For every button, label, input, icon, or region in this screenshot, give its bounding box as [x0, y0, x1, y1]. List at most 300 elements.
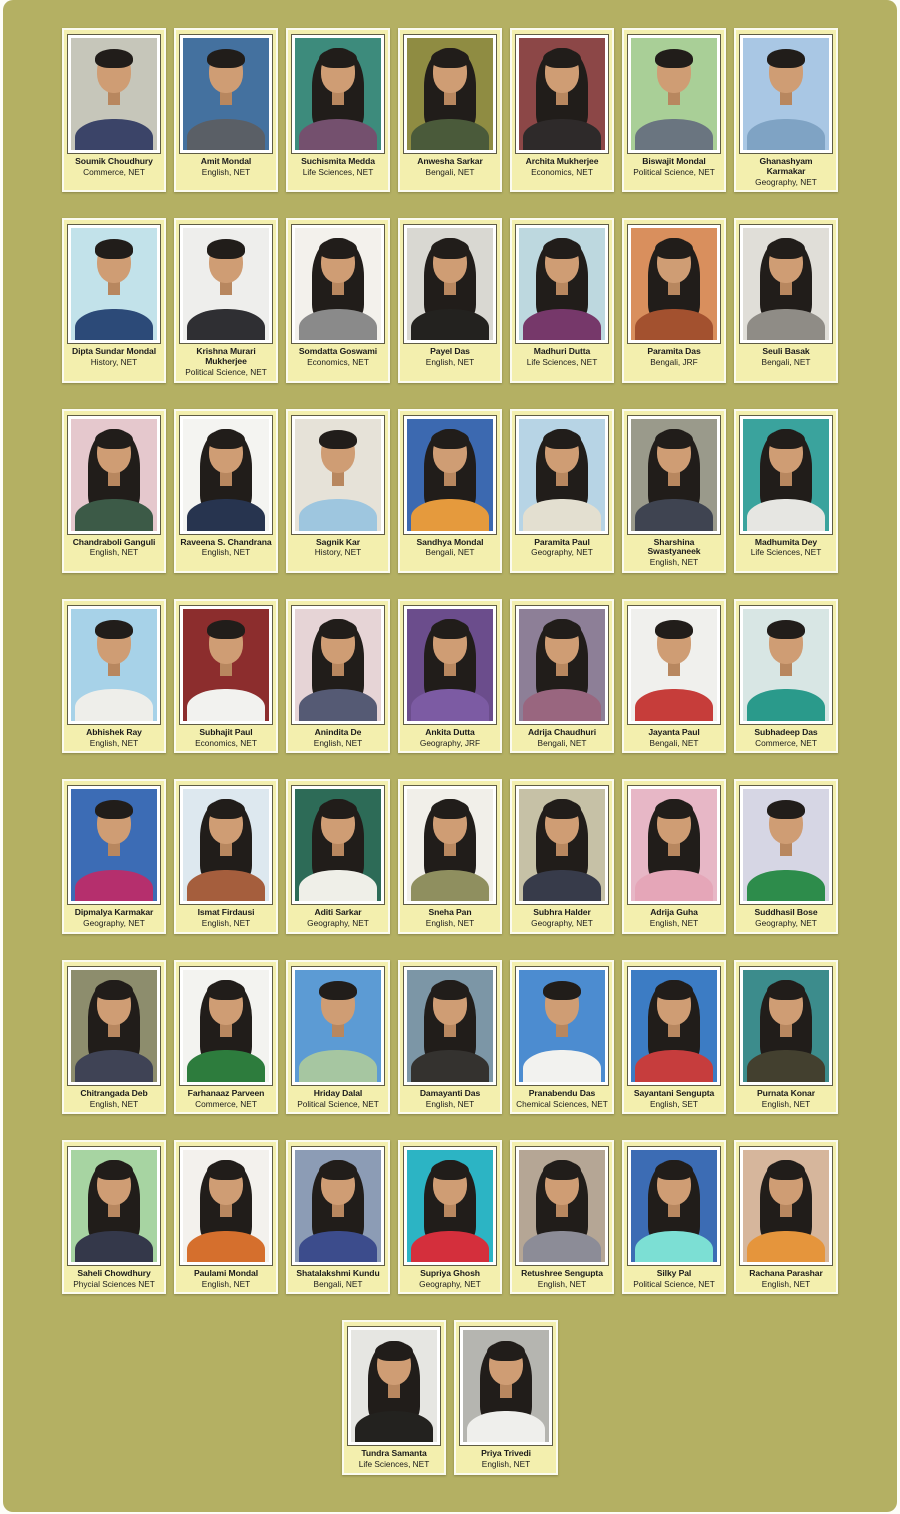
student-caption	[67, 347, 161, 367]
student-card	[174, 960, 278, 1114]
student-subject: English, NET	[425, 918, 475, 929]
student-name: Somdatta Goswami	[298, 346, 378, 357]
student-photo	[631, 609, 717, 721]
hair-top-shape	[431, 1161, 469, 1180]
photo-frame	[291, 605, 385, 725]
student-card	[62, 218, 166, 382]
person-silhouette	[71, 228, 157, 340]
student-name: Jayanta Paul	[648, 726, 700, 737]
photo-frame	[627, 605, 721, 725]
student-card	[174, 218, 278, 382]
photo-frame	[627, 785, 721, 905]
student-name: Suddhasil Bose	[754, 907, 818, 918]
person-silhouette	[631, 1150, 717, 1262]
student-photo	[71, 419, 157, 531]
person-silhouette	[519, 970, 605, 1082]
person-silhouette	[743, 38, 829, 150]
person-silhouette	[743, 1150, 829, 1262]
student-name: Sayantani Sengupta	[633, 1087, 715, 1098]
student-card	[62, 960, 166, 1114]
student-subject: English, NET	[201, 547, 251, 558]
person-shoulders	[635, 309, 712, 340]
person-silhouette	[71, 38, 157, 150]
student-name: Supriya Ghosh	[420, 1268, 480, 1279]
student-caption	[627, 1089, 721, 1109]
student-photo	[183, 228, 269, 340]
student-card	[398, 1140, 502, 1294]
person-shoulders	[299, 119, 376, 150]
student-photo	[743, 419, 829, 531]
student-caption	[515, 908, 609, 928]
student-subject: Political Science, NET	[185, 367, 267, 378]
photo-frame	[403, 1146, 497, 1266]
student-name: Chandraboli Ganguli	[72, 536, 156, 547]
student-photo	[407, 789, 493, 901]
student-photo	[295, 419, 381, 531]
student-caption	[179, 908, 273, 928]
student-subject: Bengali, NET	[313, 1278, 363, 1289]
hair-top-shape	[655, 800, 693, 819]
student-photo	[407, 228, 493, 340]
student-photo	[519, 1150, 605, 1262]
student-caption	[515, 538, 609, 558]
person-shoulders	[523, 1231, 600, 1262]
student-name: Retushree Sengupta	[521, 1268, 603, 1279]
photo-frame	[179, 415, 273, 535]
student-subject: English, NET	[649, 557, 699, 568]
student-subject: History, NET	[314, 547, 362, 558]
person-silhouette	[183, 228, 269, 340]
person-silhouette	[183, 970, 269, 1082]
student-name: Ismat Firdausi	[197, 907, 255, 918]
student-card	[454, 1320, 558, 1474]
student-name: Sneha Pan	[428, 907, 472, 918]
student-subject: Geography, NET	[307, 918, 369, 929]
student-card	[734, 409, 838, 573]
student-caption	[67, 728, 161, 748]
student-card	[62, 1140, 166, 1294]
person-shoulders	[411, 689, 488, 720]
student-card	[62, 28, 166, 192]
person-silhouette	[519, 228, 605, 340]
photo-frame	[67, 224, 161, 344]
person-silhouette	[743, 419, 829, 531]
person-silhouette	[519, 419, 605, 531]
student-caption	[739, 157, 833, 187]
person-silhouette	[183, 419, 269, 531]
student-name: Madhumita Dey	[754, 536, 818, 547]
student-caption	[403, 908, 497, 928]
student-subject: English, NET	[649, 918, 699, 929]
student-subject: History, NET	[90, 357, 138, 368]
student-caption	[291, 1089, 385, 1109]
student-caption	[403, 157, 497, 177]
photo-frame	[179, 34, 273, 154]
photo-frame	[291, 1146, 385, 1266]
person-shoulders	[299, 1050, 376, 1081]
hair-top-shape	[95, 239, 133, 258]
student-photo	[351, 1330, 437, 1442]
student-subject: Economics, NET	[531, 166, 593, 177]
student-subject: Commerce, NET	[83, 166, 145, 177]
student-caption	[291, 728, 385, 748]
person-silhouette	[743, 970, 829, 1082]
student-subject: Geography, NET	[83, 918, 145, 929]
student-photo	[631, 38, 717, 150]
student-name: Priya Trivedi	[481, 1448, 531, 1459]
person-shoulders	[75, 499, 152, 530]
photo-frame	[291, 785, 385, 905]
student-caption	[627, 1269, 721, 1289]
student-name: Hriday Dalal	[313, 1087, 363, 1098]
student-photo	[407, 419, 493, 531]
student-photo	[183, 789, 269, 901]
person-shoulders	[747, 119, 824, 150]
student-card	[286, 409, 390, 573]
student-card	[622, 960, 726, 1114]
student-photo	[407, 38, 493, 150]
student-caption	[67, 908, 161, 928]
student-subject: Commerce, NET	[195, 1098, 257, 1109]
student-card	[510, 1140, 614, 1294]
hair-top-shape	[431, 620, 469, 639]
student-caption	[515, 1269, 609, 1289]
hair-top-shape	[767, 430, 805, 449]
student-photo	[183, 419, 269, 531]
hair-top-shape	[767, 620, 805, 639]
student-card	[398, 28, 502, 192]
student-caption	[291, 908, 385, 928]
student-name: Biswajit Mondal	[642, 156, 706, 166]
student-subject: Economics, NET	[195, 737, 257, 748]
hair-top-shape	[767, 1161, 805, 1180]
student-photo	[71, 789, 157, 901]
person-silhouette	[351, 1330, 437, 1442]
person-shoulders	[635, 870, 712, 901]
hair-top-shape	[375, 1342, 413, 1361]
person-shoulders	[411, 1231, 488, 1262]
student-photo	[183, 970, 269, 1082]
person-shoulders	[523, 119, 600, 150]
student-subject: Geography, NET	[755, 918, 817, 929]
student-card	[510, 218, 614, 382]
student-name: Sandhya Mondal	[416, 536, 484, 547]
grid-row	[3, 779, 897, 933]
person-shoulders	[187, 1050, 264, 1081]
student-subject: English, NET	[313, 737, 363, 748]
person-shoulders	[75, 1231, 152, 1262]
student-name: Silky Pal	[656, 1268, 692, 1279]
student-subject: English, NET	[537, 1278, 587, 1289]
person-shoulders	[75, 309, 152, 340]
student-name: Madhuri Dutta	[533, 346, 591, 357]
student-caption	[403, 538, 497, 558]
photo-frame	[291, 224, 385, 344]
hair-top-shape	[655, 620, 693, 639]
person-shoulders	[523, 870, 600, 901]
hair-top-shape	[207, 800, 245, 819]
hair-top-shape	[207, 49, 245, 68]
student-name: Ghanashyam Karmakar	[759, 156, 813, 176]
person-shoulders	[747, 499, 824, 530]
student-subject: Geography, NET	[419, 1278, 481, 1289]
student-photo	[519, 228, 605, 340]
student-card	[286, 599, 390, 753]
student-caption	[403, 1089, 497, 1109]
student-name: Ankita Dutta	[425, 726, 475, 737]
photo-frame	[67, 785, 161, 905]
student-name: Seuli Basak	[762, 346, 810, 357]
person-shoulders	[523, 689, 600, 720]
person-shoulders	[411, 870, 488, 901]
student-subject: Bengali, NET	[537, 737, 587, 748]
student-name: Sagnik Kar	[316, 536, 360, 547]
photo-frame	[515, 605, 609, 725]
student-subject: Life Sciences, NET	[526, 357, 598, 368]
person-silhouette	[743, 789, 829, 901]
hair-top-shape	[487, 1342, 525, 1361]
hair-top-shape	[95, 1161, 133, 1180]
student-card	[286, 779, 390, 933]
student-subject: Bengali, NET	[425, 166, 475, 177]
grid-row	[3, 28, 897, 192]
student-subject: Political Science, NET	[633, 166, 715, 177]
student-card	[286, 28, 390, 192]
person-silhouette	[463, 1330, 549, 1442]
person-silhouette	[407, 228, 493, 340]
hair-top-shape	[543, 430, 581, 449]
grid-row	[3, 409, 897, 573]
photo-frame	[515, 785, 609, 905]
person-silhouette	[183, 789, 269, 901]
student-subject: Bengali, NET	[649, 737, 699, 748]
student-caption	[627, 908, 721, 928]
person-shoulders	[299, 870, 376, 901]
photo-frame	[403, 34, 497, 154]
student-photo	[743, 38, 829, 150]
hair-top-shape	[95, 620, 133, 639]
student-card	[622, 28, 726, 192]
student-photo	[631, 1150, 717, 1262]
person-silhouette	[519, 789, 605, 901]
hair-top-shape	[543, 49, 581, 68]
student-caption	[739, 728, 833, 748]
person-silhouette	[295, 228, 381, 340]
person-silhouette	[183, 609, 269, 721]
student-caption	[67, 538, 161, 558]
student-name: Sharshina Swastyaneek	[647, 536, 701, 557]
student-name: Dipmalya Karmakar	[74, 907, 154, 918]
student-caption	[403, 347, 497, 367]
student-photo	[71, 970, 157, 1082]
student-name: Chitrangada Deb	[80, 1087, 148, 1098]
student-name: Raveena S. Chandrana	[180, 536, 272, 547]
student-photo	[295, 609, 381, 721]
student-card	[622, 779, 726, 933]
person-shoulders	[747, 1050, 824, 1081]
person-silhouette	[71, 609, 157, 721]
photo-grid	[3, 0, 897, 1512]
person-shoulders	[299, 499, 376, 530]
hair-top-shape	[207, 239, 245, 258]
student-subject: English, NET	[201, 1278, 251, 1289]
student-subject: English, NET	[89, 1098, 139, 1109]
photo-frame	[179, 605, 273, 725]
person-silhouette	[631, 609, 717, 721]
photo-frame	[67, 1146, 161, 1266]
student-name: Anindita De	[314, 726, 362, 737]
person-shoulders	[75, 1050, 152, 1081]
student-card	[286, 960, 390, 1114]
student-name: Adrija Chaudhuri	[527, 726, 597, 737]
person-shoulders	[187, 689, 264, 720]
student-photo	[295, 1150, 381, 1262]
student-photo	[295, 789, 381, 901]
student-subject: Life Sciences, NET	[358, 1459, 430, 1470]
photo-frame	[67, 34, 161, 154]
person-silhouette	[407, 38, 493, 150]
photo-frame	[403, 605, 497, 725]
person-silhouette	[743, 228, 829, 340]
photo-frame	[515, 415, 609, 535]
photo-frame	[739, 966, 833, 1086]
photo-frame	[515, 224, 609, 344]
student-photo	[631, 970, 717, 1082]
student-card	[62, 779, 166, 933]
photo-frame	[627, 34, 721, 154]
person-shoulders	[299, 689, 376, 720]
photo-frame	[291, 34, 385, 154]
student-card	[398, 218, 502, 382]
person-shoulders	[411, 499, 488, 530]
student-subject: Economics, NET	[307, 357, 369, 368]
photo-frame	[67, 415, 161, 535]
student-photo	[295, 228, 381, 340]
student-caption	[403, 728, 497, 748]
student-photo	[463, 1330, 549, 1442]
student-name: Payel Das	[430, 346, 470, 357]
student-name: Shatalakshmi Kundu	[296, 1268, 380, 1279]
student-photo	[631, 789, 717, 901]
person-silhouette	[71, 419, 157, 531]
student-subject: English, NET	[425, 1098, 475, 1109]
hair-top-shape	[95, 49, 133, 68]
student-card	[734, 599, 838, 753]
photo-frame	[291, 415, 385, 535]
student-name: Amit Mondal	[200, 156, 252, 166]
student-name: Soumik Choudhury	[75, 156, 153, 166]
photo-frame	[739, 785, 833, 905]
hair-top-shape	[655, 49, 693, 68]
photo-frame	[459, 1326, 553, 1446]
person-silhouette	[295, 789, 381, 901]
student-caption	[347, 1449, 441, 1469]
student-photo	[519, 609, 605, 721]
student-card	[734, 779, 838, 933]
student-name: Anwesha Sarkar	[417, 156, 483, 166]
student-photo	[407, 609, 493, 721]
student-caption	[179, 157, 273, 177]
photo-frame	[627, 415, 721, 535]
student-card	[622, 218, 726, 382]
person-shoulders	[75, 119, 152, 150]
hair-top-shape	[319, 620, 357, 639]
student-card	[286, 1140, 390, 1294]
student-photo	[519, 789, 605, 901]
hair-top-shape	[655, 981, 693, 1000]
student-caption	[739, 1089, 833, 1109]
student-caption	[291, 538, 385, 558]
person-silhouette	[631, 419, 717, 531]
person-shoulders	[75, 689, 152, 720]
person-silhouette	[295, 970, 381, 1082]
hair-top-shape	[431, 239, 469, 258]
student-subject: English, SET	[650, 1098, 698, 1109]
student-caption	[459, 1449, 553, 1469]
student-caption	[179, 728, 273, 748]
student-subject: Bengali, JRF	[650, 357, 698, 368]
hair-top-shape	[207, 430, 245, 449]
person-shoulders	[355, 1411, 432, 1442]
hair-top-shape	[655, 1161, 693, 1180]
hair-top-shape	[95, 800, 133, 819]
hair-top-shape	[543, 239, 581, 258]
hair-top-shape	[543, 620, 581, 639]
student-card	[286, 218, 390, 382]
person-silhouette	[743, 609, 829, 721]
student-photo	[519, 970, 605, 1082]
student-name: Damayanti Das	[419, 1087, 481, 1098]
hair-top-shape	[767, 239, 805, 258]
student-subject: English, NET	[761, 1098, 811, 1109]
person-shoulders	[635, 689, 712, 720]
student-caption	[179, 538, 273, 558]
student-caption	[739, 538, 833, 558]
student-caption	[291, 157, 385, 177]
student-caption	[67, 157, 161, 177]
student-card	[510, 28, 614, 192]
person-shoulders	[635, 119, 712, 150]
student-name: Subhra Halder	[533, 907, 591, 918]
hair-top-shape	[95, 981, 133, 1000]
student-subject: Life Sciences, NET	[750, 547, 822, 558]
student-card	[734, 960, 838, 1114]
student-caption	[515, 1089, 609, 1109]
student-caption	[627, 157, 721, 177]
photo-frame	[179, 966, 273, 1086]
student-subject: Bengali, NET	[761, 357, 811, 368]
student-caption	[291, 347, 385, 367]
person-shoulders	[411, 1050, 488, 1081]
student-card	[510, 599, 614, 753]
student-card	[174, 599, 278, 753]
student-caption	[67, 1269, 161, 1289]
photo-frame	[515, 1146, 609, 1266]
person-silhouette	[407, 609, 493, 721]
student-card	[174, 409, 278, 573]
student-card	[510, 409, 614, 573]
person-silhouette	[631, 38, 717, 150]
photo-frame	[515, 34, 609, 154]
hair-top-shape	[319, 239, 357, 258]
hair-top-shape	[655, 430, 693, 449]
hair-top-shape	[431, 49, 469, 68]
photo-frame	[739, 34, 833, 154]
person-shoulders	[187, 870, 264, 901]
student-photo	[71, 609, 157, 721]
student-caption	[515, 728, 609, 748]
hair-top-shape	[207, 620, 245, 639]
